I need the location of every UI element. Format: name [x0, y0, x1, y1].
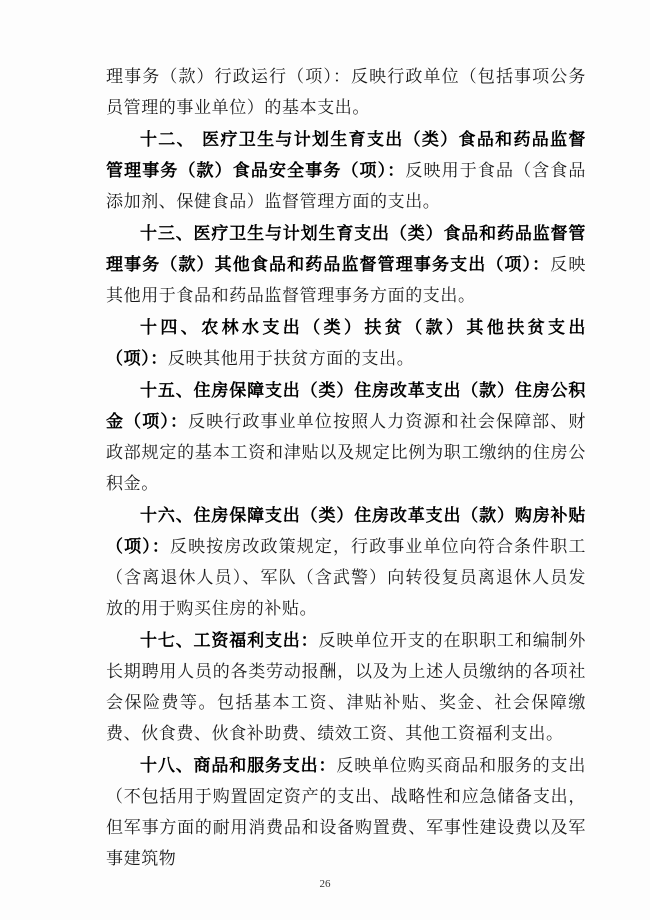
paragraph-body: 反映单位开支的在职职工和编制外长期聘用人员的各类劳动报酬，以及为上述人员缴纳的各项社会保险费等。包括基本工资、津贴补贴、奖金、社会保障缴费、伙食费、伙食补助费、绩效工资、其他工资福利支出。 [106, 631, 586, 744]
paragraph-item-16 [106, 501, 586, 625]
paragraph-item-12 [106, 125, 586, 218]
paragraph-heading: 十四、农林水支出（类）扶贫（款）其他扶贫支出（项）： [106, 318, 586, 369]
paragraph-heading: 十二、 医疗卫生与计划生育支出（类）食品和药品监督管理事务（款）食品安全事务（项）： [106, 130, 586, 181]
document-body [106, 62, 586, 876]
paragraph-body: 反映单位购买商品和服务的支出（不包括用于购置固定资产的支出、战略性和应急储备支出，但军事方面的耐用消费品和设备购置费、军事性建设费以及军事建筑物 [106, 756, 586, 869]
paragraph-item-15 [106, 376, 586, 500]
paragraph-body: 反映其他用于食品和药品监督管理事务方面的支出。 [106, 255, 587, 306]
paragraph-heading: 十三、医疗卫生与计划生育支出（类）食品和药品监督管理事务（款）其他食品和药品监督管理事务支出（项）： [106, 224, 586, 275]
paragraph-body: 反映行政事业单位按照人力资源和社会保障部、财政部规定的基本工资和津贴以及规定比例为职工缴纳的住房公积金。 [106, 412, 587, 494]
paragraph-heading: 十六、住房保障支出（类）住房改革支出（款）购房补贴（项）： [106, 506, 586, 557]
paragraph-heading: 十八、商品和服务支出： [140, 756, 337, 776]
paragraph-body: 反映用于食品（含食品添加剂、保健食品）监督管理方面的支出。 [106, 161, 587, 212]
page-number: 26 [319, 878, 331, 890]
paragraph-heading: 十五、住房保障支出（类）住房改革支出（款）住房公积金（项）： [106, 381, 586, 432]
paragraph-item-13 [106, 219, 586, 312]
paragraph-body: 理事务（款）行政运行（项）：反映行政单位（包括事项公务员管理的事业单位）的基本支出。 [106, 67, 586, 118]
paragraph-body: 反映其他用于扶贫方面的支出。 [167, 349, 415, 369]
paragraph-continuation [106, 62, 586, 124]
paragraph-heading: 十七、工资福利支出： [140, 631, 319, 651]
paragraph-item-17 [106, 626, 586, 750]
paragraph-body: 反映按房改政策规定，行政事业单位向符合条件职工（含离退休人员）、军队（含武警）向转役复员离退休人员发放的用于购买住房的补贴。 [106, 537, 586, 619]
paragraph-item-14 [106, 313, 586, 375]
paragraph-item-18 [106, 751, 586, 875]
